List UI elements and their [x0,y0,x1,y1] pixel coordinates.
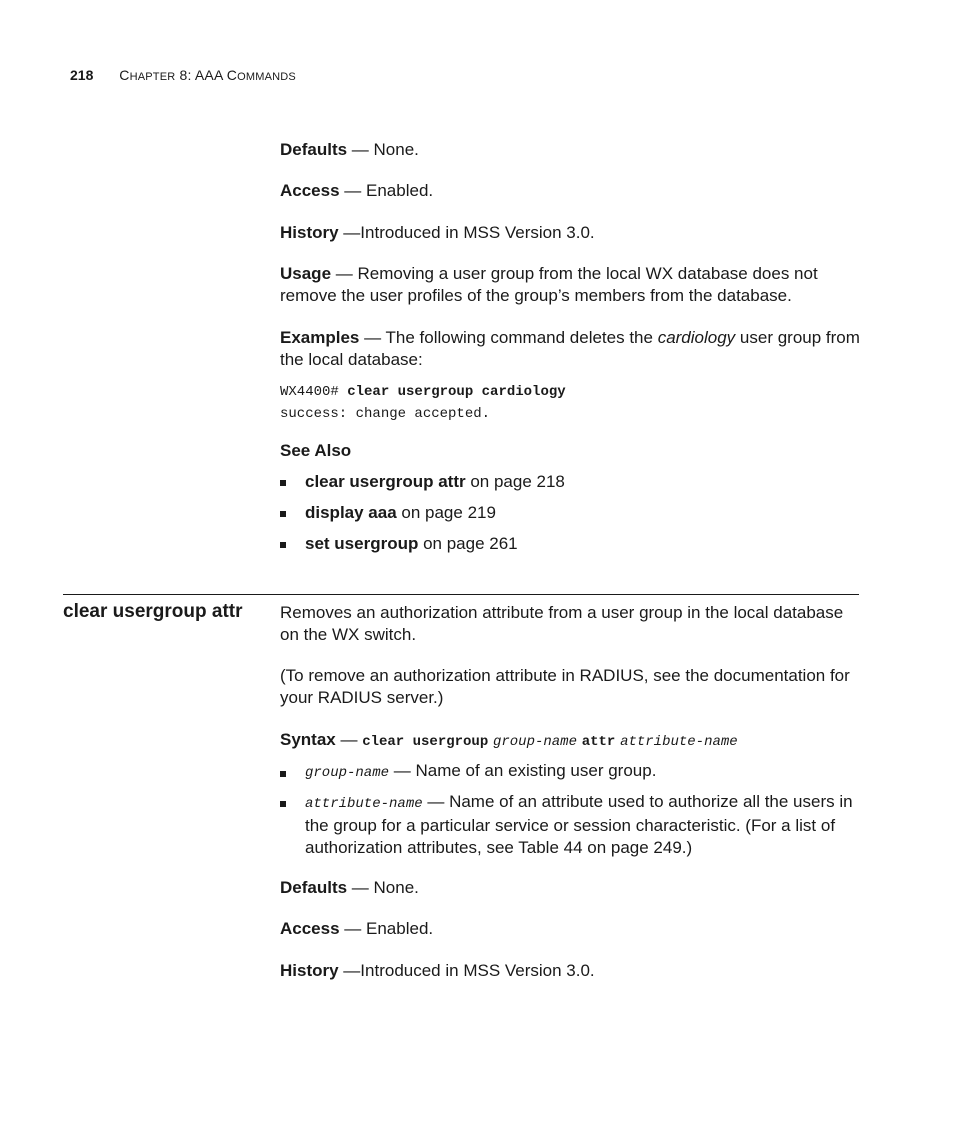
bullet-icon [280,480,288,488]
param-item: group-name — Name of an existing user group. [305,761,657,781]
example-code-block: WX4400# clear usergroup cardiology success: change accepted. [280,384,566,422]
running-header [70,67,296,83]
section-defaults-paragraph: Defaults — None. [280,878,419,897]
defaults-paragraph: Defaults — None. [280,140,419,159]
usage-paragraph: Usage — Removing a user group from the local WX database does not remove the user profiles of the group’s members from the database. [280,264,818,305]
see-also-item[interactable]: set usergroup on page 261 [305,534,518,553]
bullet-icon [280,801,288,809]
bullet-icon [280,511,288,519]
see-also-item[interactable]: display aaa on page 219 [305,503,496,522]
section-note: (To remove an authorization attribute in RADIUS, see the documentation for your RADIUS server.) [280,666,850,707]
examples-paragraph: Examples — The following command deletes the cardiology user group from the local database: [280,328,860,369]
section-divider [63,594,859,595]
history-paragraph: History —Introduced in MSS Version 3.0. [280,223,595,242]
access-paragraph: Access — Enabled. [280,181,434,200]
bullet-icon [280,771,288,779]
section-history-paragraph: History —Introduced in MSS Version 3.0. [280,961,595,980]
page-number: 218 [70,67,94,83]
see-also-heading: See Also [280,441,352,460]
section-access-paragraph: Access — Enabled. [280,919,434,938]
chapter-title: CHAPTER 8: AAA COMMANDS [119,67,296,83]
see-also-item[interactable]: clear usergroup attr on page 218 [305,472,565,491]
section-title: clear usergroup attr [63,601,243,622]
param-item: attribute-name — Name of an attribute used to authorize all the users in the group for a particular service or session characteristic. (For a list of authorization attributes, see Table 44 on page 249.) [305,792,853,857]
section-description: Removes an authorization attribute from a user group in the local database on the WX switch. [280,603,844,644]
bullet-icon [280,542,288,550]
syntax-line: Syntax — clear usergroup group-name attr attribute-name [280,730,738,750]
